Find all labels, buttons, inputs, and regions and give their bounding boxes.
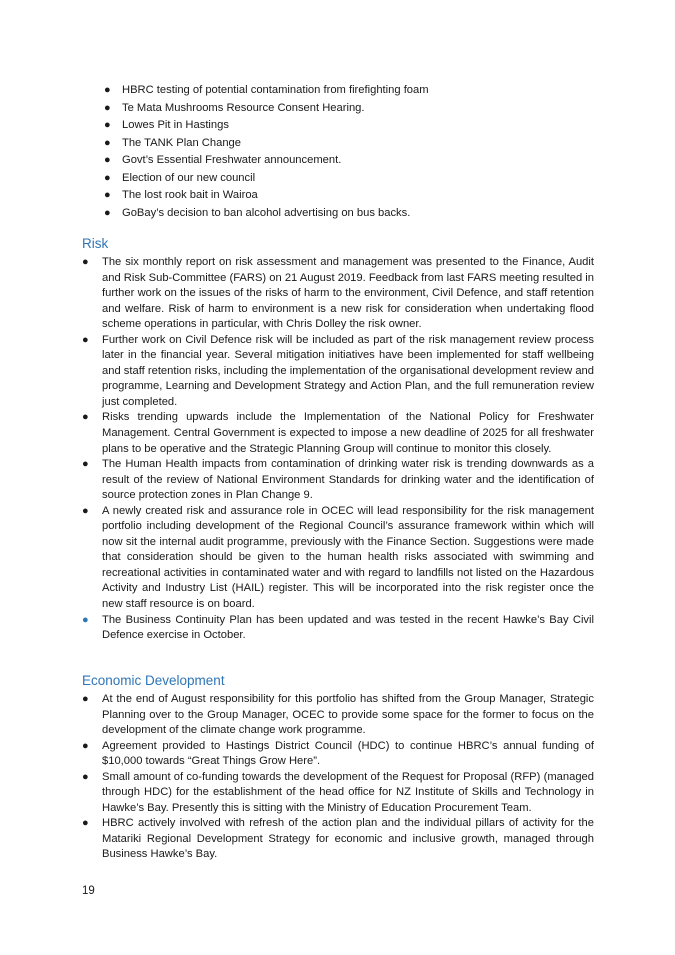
page-number: 19: [82, 885, 95, 897]
bullet-icon: ●: [104, 171, 111, 184]
list-item: ● HBRC actively involved with refresh of the action plan and the individual pillars of activity for the Matariki Regional Development Strategy for economic and inclusive growth, managed through Business Hawke’s Bay.: [82, 817, 594, 861]
bullet-icon: ●: [82, 458, 89, 471]
bullet-icon: ●: [104, 206, 111, 219]
list-item: ● The TANK Plan Change: [104, 135, 604, 153]
bullet-icon: ●: [82, 411, 89, 424]
list-item: ● Risks trending upwards include the Implementation of the National Policy for Freshwater Management. Central Government is expected to impose a new deadline of 2025 for all freshwater plans to be operative and the Strategic Planning Group will continue to monitor this closely.: [82, 411, 594, 455]
bullet-icon: ●: [82, 817, 89, 830]
economic-development-list: [82, 692, 594, 863]
list-item: ● Small amount of co-funding towards the development of the Request for Proposal (RFP) (managed through HDC) for the establishment of the head office for NZ Institute of Skills and Technology in Hawke’s Bay. Presently this is sitting with the Ministry of Education Procurement Team.: [82, 770, 594, 814]
bullet-icon: ●: [82, 333, 89, 346]
list-item: ● The six monthly report on risk assessment and management was presented to the Finance, Audit and Risk Sub-Committee (FARS) on 21 August 2019. Feedback from last FARS meeting resulted in further work on the issues of the risks of harm to the environment, Civil Defence, and staff retention and welfare. Risk of harm to environment is a new risk for consideration when undertaking flood scheme operations in particular, with Chris Dolley the risk owner.: [82, 256, 594, 331]
bullet-icon: ●: [104, 119, 111, 131]
bullet-icon: ●: [82, 504, 89, 517]
list-item: ● Lowes Pit in Hastings: [104, 117, 604, 135]
bullet-icon: ●: [104, 84, 111, 96]
bullet-icon: ●: [104, 154, 111, 166]
list-item: ● Te Mata Mushrooms Resource Consent Hearing.: [104, 100, 604, 118]
list-item: ● Further work on Civil Defence risk will be included as part of the risk management review process later in the financial year. Several mitigation initiatives have been implemented for staff wellbeing and staff retention risks, including the implementation of the organisational development review and programme, Learning and Development Strategy and Action Plan, and the full remuneration review just completed.: [82, 333, 594, 408]
risk-heading: Risk: [82, 236, 109, 251]
list-item: ● At the end of August responsibility for this portfolio has shifted from the Group Manager, Strategic Planning over to the Group Manager, OCEC to provide some space for the former to focus on the development of the climate change work programme.: [82, 693, 594, 737]
list-item: ● The Human Health impacts from contamination of drinking water risk is trending downwards as a result of the review of National Environment Standards for drinking water and the identification of source protection zones in Plan Change 9.: [82, 458, 594, 502]
risk-list: [82, 255, 594, 644]
bullet-icon: ●: [104, 136, 111, 149]
top-bullet-list: [104, 82, 604, 222]
bullet-icon: ●: [82, 693, 89, 705]
list-item: ● The lost rook bait in Wairoa: [104, 187, 604, 205]
list-item: ● A newly created risk and assurance role in OCEC will lead responsibility for the risk management portfolio including development of the Regional Council’s assurance framework within which will now sit the internal audit programme, previously with the Finance Section. Suggestions were made that consideration should be given to the human health risks associated with swimming and recreational activities in contaminated water and with regard to landfills not listed on the Hazardous Activity and Industry List (HAIL) register. This will be incorporated into the risk register once the new staff resource is on board.: [82, 504, 594, 611]
bullet-icon: ●: [82, 739, 89, 752]
list-item: ● HBRC testing of potential contamination from firefighting foam: [104, 82, 604, 100]
list-item: ● Govt’s Essential Freshwater announcement.: [104, 152, 604, 170]
bullet-icon: ●: [104, 101, 111, 114]
bullet-icon: ●: [82, 256, 89, 268]
bullet-icon: ●: [104, 189, 111, 201]
bullet-icon: ●: [82, 613, 89, 626]
bullet-icon: ●: [82, 770, 89, 783]
list-item: ● GoBay’s decision to ban alcohol advertising on bus backs.: [104, 205, 604, 223]
economic-development-heading: Economic Development: [82, 673, 225, 688]
list-item: ● The Business Continuity Plan has been updated and was tested in the recent Hawke’s Bay Civil Defence exercise in October.: [82, 613, 594, 642]
list-item: ● Election of our new council: [104, 170, 604, 188]
list-item: ● Agreement provided to Hastings District Council (HDC) to continue HBRC’s annual funding of $10,000 towards “Great Things Grow Here”.: [82, 739, 594, 768]
